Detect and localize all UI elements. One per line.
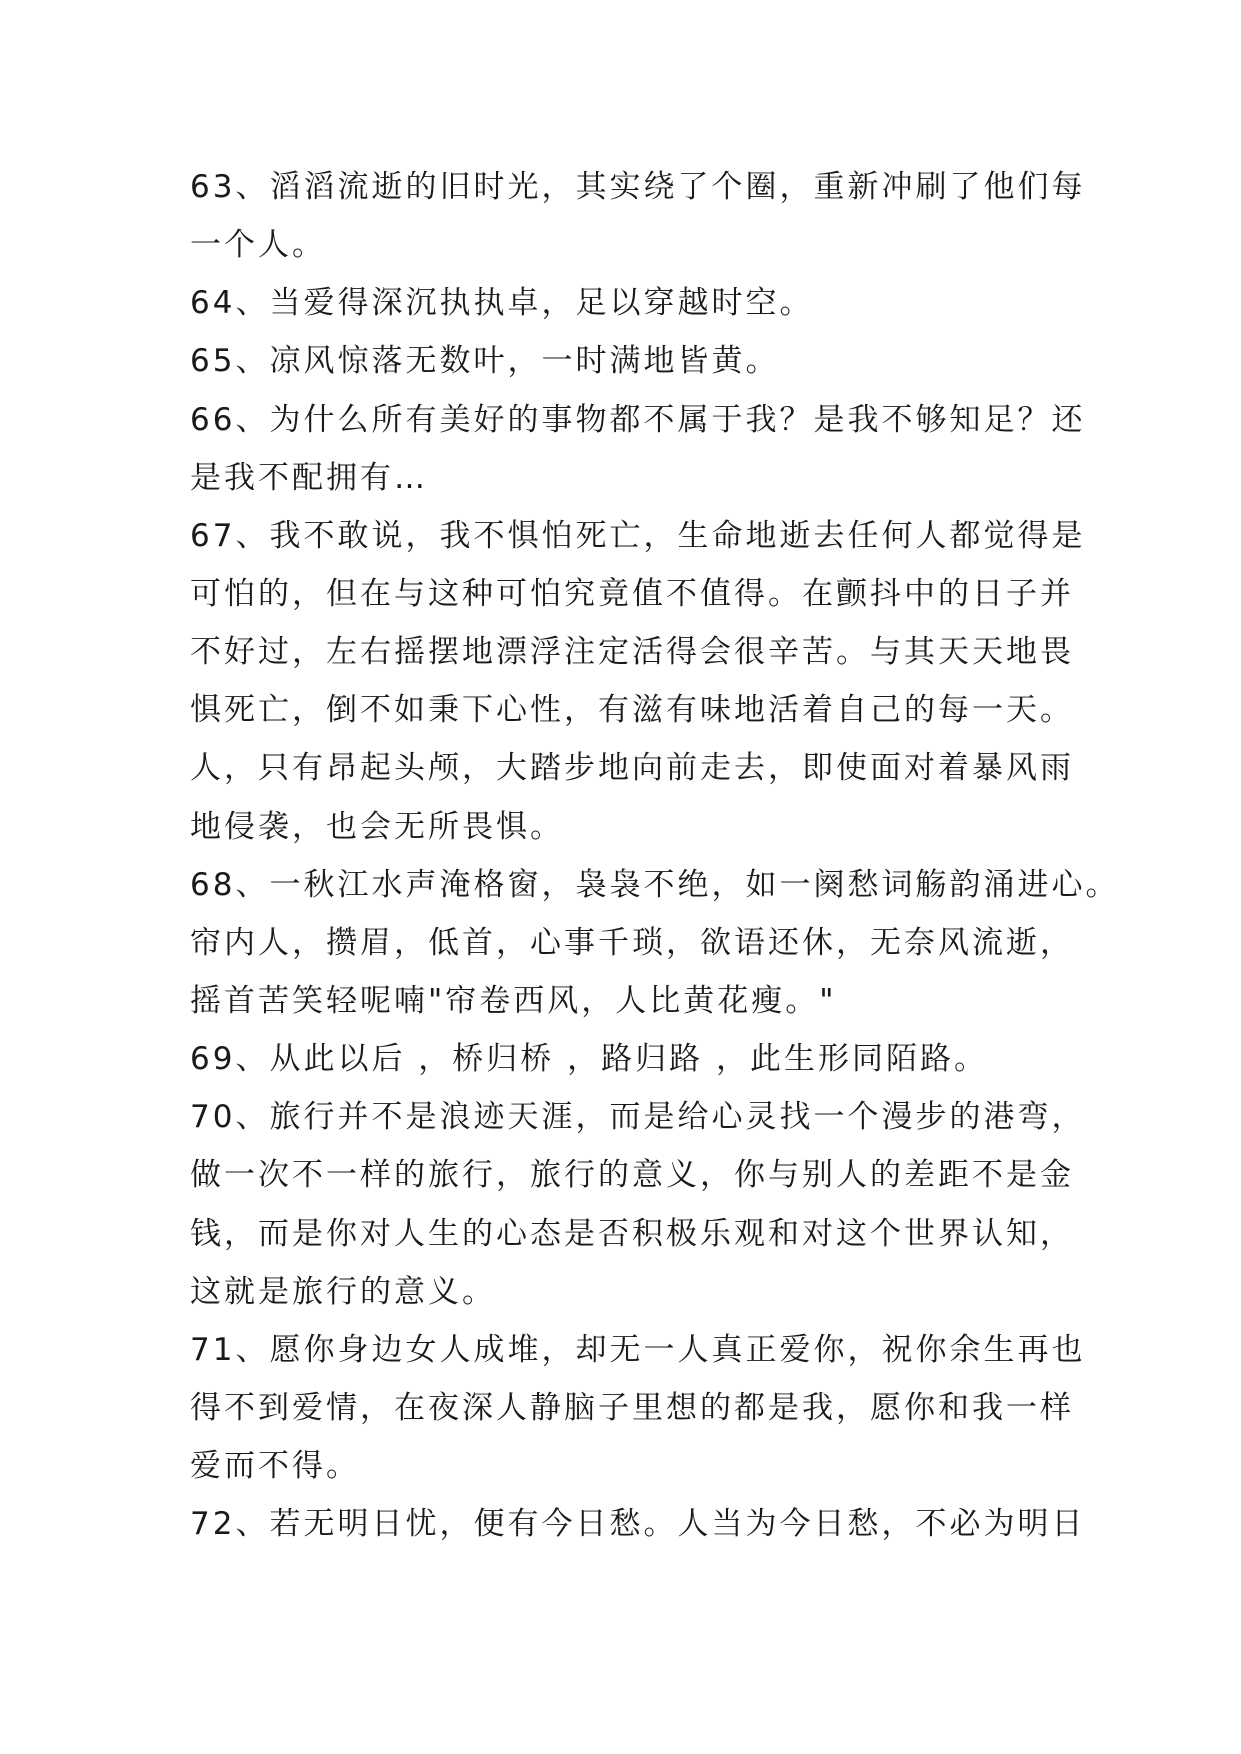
text-line: 做一次不一样的旅行，旅行的意义，你与别人的差距不是金 <box>190 1157 1074 1194</box>
text-line: 钱，而是你对人生的心态是否积极乐观和对这个世界认知， <box>190 1215 1074 1252</box>
text-line: 66、为什么所有美好的事物都不属于我？是我不够知足？还 <box>190 401 1086 438</box>
text-line: 72、若无明日忧，便有今日愁。人当为今日愁，不必为明日 <box>190 1506 1086 1543</box>
text-line: 69、从此以后 ，桥归桥 ，路归路 ，此生形同陌路。 <box>190 1041 989 1078</box>
text-line: 摇首苦笑轻呢喃"帘卷西风，人比黄花瘦。" <box>190 982 837 1019</box>
text-line: 惧死亡，倒不如秉下心性，有滋有味地活着自己的每一天。 <box>190 692 1074 729</box>
text-line: 帘内人，攒眉，低首，心事千琐，欲语还休，无奈风流逝， <box>190 924 1074 961</box>
text-line: 地侵袭，也会无所畏惧。 <box>190 808 564 845</box>
text-line: 64、当爱得深沉执执卓，足以穿越时空。 <box>190 285 814 322</box>
text-line: 71、愿你身边女人成堆，却无一人真正爱你，祝你余生再也 <box>190 1331 1086 1368</box>
text-line: 68、一秋江水声淹格窗，袅袅不绝，如一阕愁词觞韵涌进心。 <box>190 866 1120 903</box>
text-line: 得不到爱情，在夜深人静脑子里想的都是我，愿你和我一样 <box>190 1389 1074 1426</box>
document-body <box>190 158 1120 1553</box>
text-line: 人，只有昂起头颅，大踏步地向前走去，即使面对着暴风雨 <box>190 750 1074 787</box>
text-line: 70、旅行并不是浪迹天涯，而是给心灵找一个漫步的港弯， <box>190 1099 1086 1136</box>
text-line: 可怕的，但在与这种可怕究竟值不值得。在颤抖中的日子并 <box>190 575 1074 612</box>
text-line: 65、凉风惊落无数叶，一时满地皆黄。 <box>190 343 780 380</box>
text-line: 一个人。 <box>190 227 326 264</box>
text-line: 爱而不得。 <box>190 1448 360 1485</box>
text-line: 67、我不敢说，我不惧怕死亡，生命地逝去任何人都觉得是 <box>190 517 1086 554</box>
text-line: 不好过，左右摇摆地漂浮注定活得会很辛苦。与其天天地畏 <box>190 634 1074 671</box>
text-line: 是我不配拥有… <box>190 459 428 496</box>
text-line: 63、滔滔流逝的旧时光，其实绕了个圈，重新冲刷了他们每 <box>190 169 1086 205</box>
text-line: 这就是旅行的意义。 <box>190 1273 496 1310</box>
